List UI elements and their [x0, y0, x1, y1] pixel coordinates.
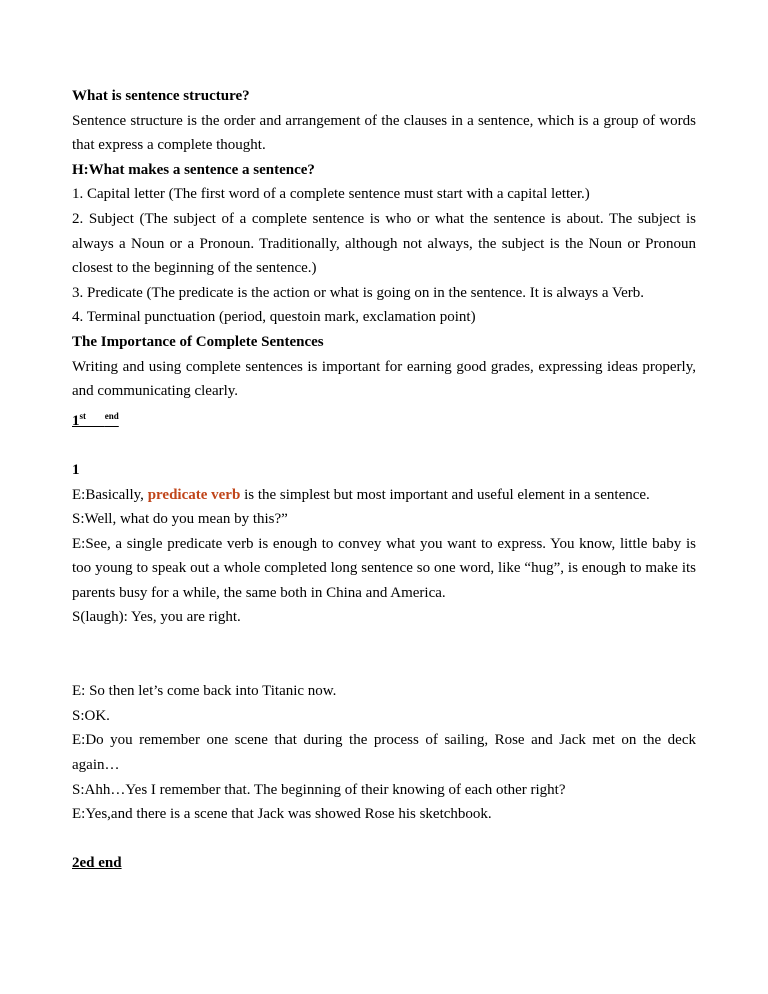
dialogue-e-deck-scene: E:Do you remember one scene that during the process of sailing, Rose and Jack met on the deck again…: [72, 732, 696, 774]
first-end-ordinal-suffix: st: [79, 410, 86, 421]
dialogue-e-see: E:See, a single predicate verb is enough to convey what you want to express. You know, little baby is too young to speak out a whole completed long sentence so one word, like “hug”, is enough to make its parents busy for a while, the same both in China and America.: [72, 535, 696, 601]
marker-first-end: [72, 404, 696, 434]
first-end-word: end: [104, 410, 119, 421]
list-item-terminal-punctuation: 4. Terminal punctuation (period, questoin mark, exclamation point): [72, 309, 476, 326]
list-item-subject: 2. Subject (The subject of a complete sentence is who or what the sentence is about. The subject is always a Noun or a Pronoun. Traditionally, although not always, the subject is the Noun or Pronoun closest to the beginning of the sentence.): [72, 210, 696, 277]
para-importance: Writing and using complete sentences is important for earning good grades, expressing ideas properly, and communicating clearly.: [72, 358, 696, 400]
first-end-gap: [86, 413, 105, 429]
dialogue-e-basically-suffix: is the simplest but most important and useful element in a sentence.: [240, 486, 650, 503]
blank-line: [72, 827, 696, 852]
dialogue-s-ahh: S:Ahh…Yes I remember that. The beginning of their knowing of each other right?: [72, 781, 566, 798]
blank-lines: [72, 630, 696, 679]
dialogue-e-titanic: E: So then let’s come back into Titanic now.: [72, 683, 337, 700]
para-sentence-structure-definition: Sentence structure is the order and arrangement of the clauses in a sentence, which is a group of words that express a complete thought.: [72, 112, 696, 154]
dialogue-e-basically: [72, 483, 696, 508]
dialogue-e-basically-prefix: E:Basically,: [72, 486, 148, 503]
list-item-capital-letter: 1. Capital letter (The first word of a complete sentence must start with a capital letter.): [72, 186, 590, 203]
heading-what-makes-a-sentence: H:What makes a sentence a sentence?: [72, 161, 315, 178]
first-end-underlined-text: [72, 410, 119, 429]
dialogue-s-ok: S:OK.: [72, 707, 110, 724]
heading-what-is-sentence-structure: What is sentence structure?: [72, 88, 250, 104]
section-number: 1: [72, 461, 80, 478]
heading-importance-of-complete-sentences: The Importance of Complete Sentences: [72, 333, 324, 350]
first-end-number: 1: [72, 412, 80, 429]
dialogue-s-well: S:Well, what do you mean by this?”: [72, 511, 288, 528]
marker-second-end: 2ed end: [72, 855, 122, 872]
dialogue-e-sketchbook: E:Yes,and there is a scene that Jack was showed Rose his sketchbook.: [72, 806, 492, 823]
blank-line: [72, 433, 696, 458]
predicate-verb-highlight: predicate verb: [147, 486, 241, 503]
list-item-predicate: 3. Predicate (The predicate is the action or what is going on in the sentence. It is always a Verb.: [72, 284, 645, 301]
dialogue-s-laugh: S(laugh): Yes, you are right.: [72, 609, 241, 626]
